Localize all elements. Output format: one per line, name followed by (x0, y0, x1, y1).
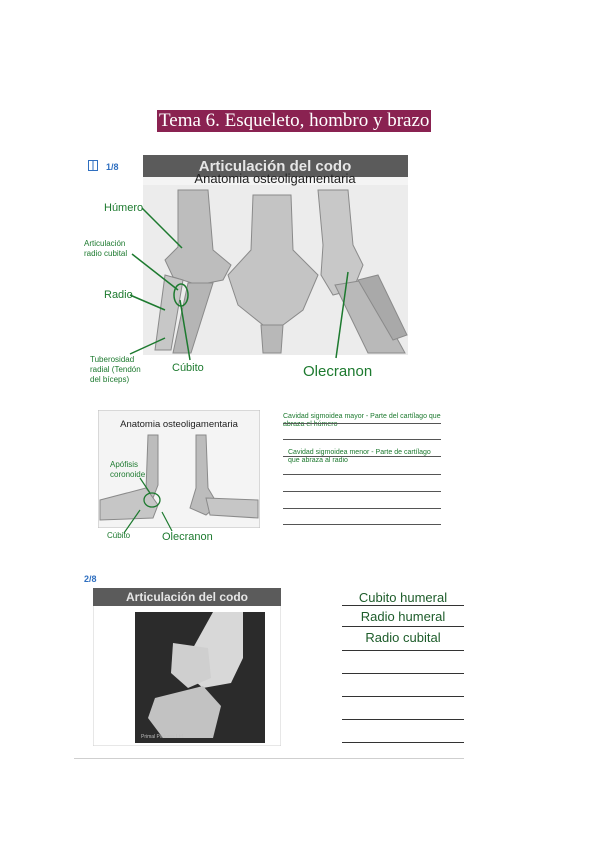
page-number-2: 2/8 (84, 574, 97, 584)
page-separator (74, 758, 464, 759)
label-humero: Húmero (104, 202, 144, 214)
label-olecranon: Olecranon (303, 363, 373, 380)
label-olecranon-2: Olecranon (162, 531, 213, 543)
slide1b-heading: Anatomia osteoligamentaria (120, 419, 238, 430)
label-cubito: Cúbito (172, 362, 204, 374)
label-radio: Radio (104, 289, 133, 301)
label-radio-cubital: Radio cubital (365, 630, 441, 645)
slide2-image (93, 588, 281, 746)
label-tuberosidad-radial: Tuberosidad radial (Tendón del bíceps) (90, 355, 141, 384)
note-cavidad-mayor: Cavidad sigmoidea mayor - Parte del cartílago que abraza el húmero (283, 413, 441, 428)
slide1-subheading: Anatomia osteoligamentaria (194, 171, 356, 186)
slide1-heading: Articulación del codo (198, 158, 352, 175)
slide2-heading: Articulación del codo (125, 590, 249, 604)
note-cavidad-menor: Cavidad sigmoidea menor - Parte de cartílago que abraza al radio (288, 449, 431, 464)
label-cubito-2: Cúbito (107, 531, 131, 540)
label-cubito-humeral: Cubito humeral (358, 590, 448, 605)
label-radio-humeral: Radio humeral (360, 609, 446, 624)
document-title: Tema 6. Esqueleto, hombro y brazo (159, 110, 430, 131)
label-articulacion-radio-cubital: Articulación radio cubital (84, 239, 128, 258)
slide1-image (143, 155, 408, 355)
slide2-image-caption: Primal Pictures Ltd. (141, 734, 185, 740)
label-apofisis-coronoide: Apófisis coronoide (110, 460, 146, 479)
page-number-1: 1/8 (106, 162, 119, 172)
slide-icon (88, 160, 98, 171)
